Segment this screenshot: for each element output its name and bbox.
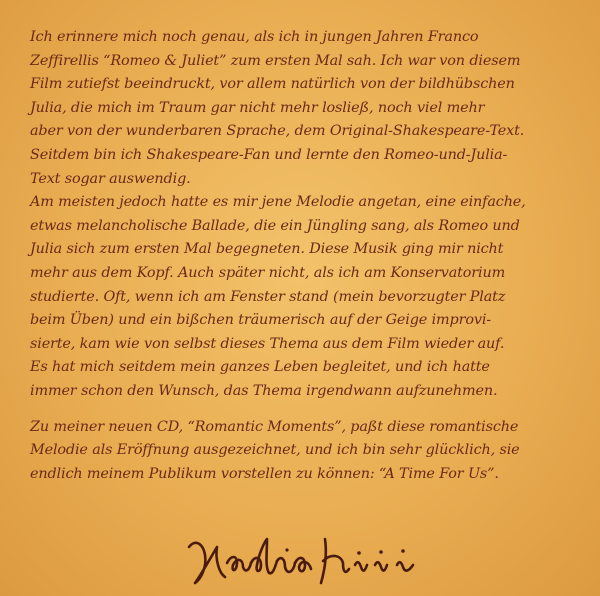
paragraph-3 (30, 416, 578, 487)
text-line: Julia sich zum ersten Mal begegneten. Diese Musik ging mir nicht (30, 241, 504, 258)
text-line: endlich meinem Publikum vorstellen zu können: “A Time For Us”. (30, 465, 499, 482)
text-line: mehr aus dem Kopf. Auch später nicht, als ich am Konservatorium (30, 264, 506, 281)
text-line: studierte. Oft, wenn ich am Fenster stand (mein bevorzugter Platz (30, 288, 506, 305)
text-line: Ich erinnere mich noch genau, als ich in jungen Jahren Franco (30, 29, 479, 45)
paragraph-2 (30, 191, 578, 403)
text-line: Es hat mich seitdem mein ganzes Leben begleitet, und ich hatte (30, 359, 490, 376)
text-line: Am meisten jedoch hatte es mir jene Melodie angetan, eine einfache, (30, 194, 526, 211)
text-line: Zeffirellis “Romeo & Juliet” zum ersten Mal sah. Ich war von diesem (30, 52, 521, 69)
text-line: Julia, die mich im Traum gar nicht mehr losließ, noch viel mehr (30, 99, 485, 116)
handwritten-signature (185, 533, 445, 589)
text-line: Seitdem bin ich Shakespeare-Fan und lernte den Romeo-und-Julia- (30, 146, 508, 163)
text-line: Zu meiner neuen CD, “Romantic Moments”, paßt diese romantische (30, 418, 519, 435)
letter-text (30, 26, 578, 486)
text-line: beim Üben) und ein bißchen träumerisch auf der Geige improvi- (30, 312, 491, 329)
text-line: aber von der wunderbaren Sprache, dem Original-Shakespeare-Text. (30, 123, 525, 140)
text-line: Film zutiefst beeindruckt, vor allem natürlich von der bildhübschen (30, 76, 515, 93)
text-line: Text sogar auswendig. (30, 170, 191, 187)
text-line: etwas melancholische Ballade, die ein Jüngling sang, als Romeo und (30, 217, 520, 234)
text-line: immer schon den Wunsch, das Thema irgendwann aufzunehmen. (30, 382, 498, 399)
text-line: Melodie als Eröffnung ausgezeichnet, und ich bin sehr glücklich, sie (30, 442, 520, 459)
paragraph-1 (30, 26, 578, 191)
text-line: sierte, kam wie von selbst dieses Thema aus dem Film wieder auf. (30, 335, 505, 352)
